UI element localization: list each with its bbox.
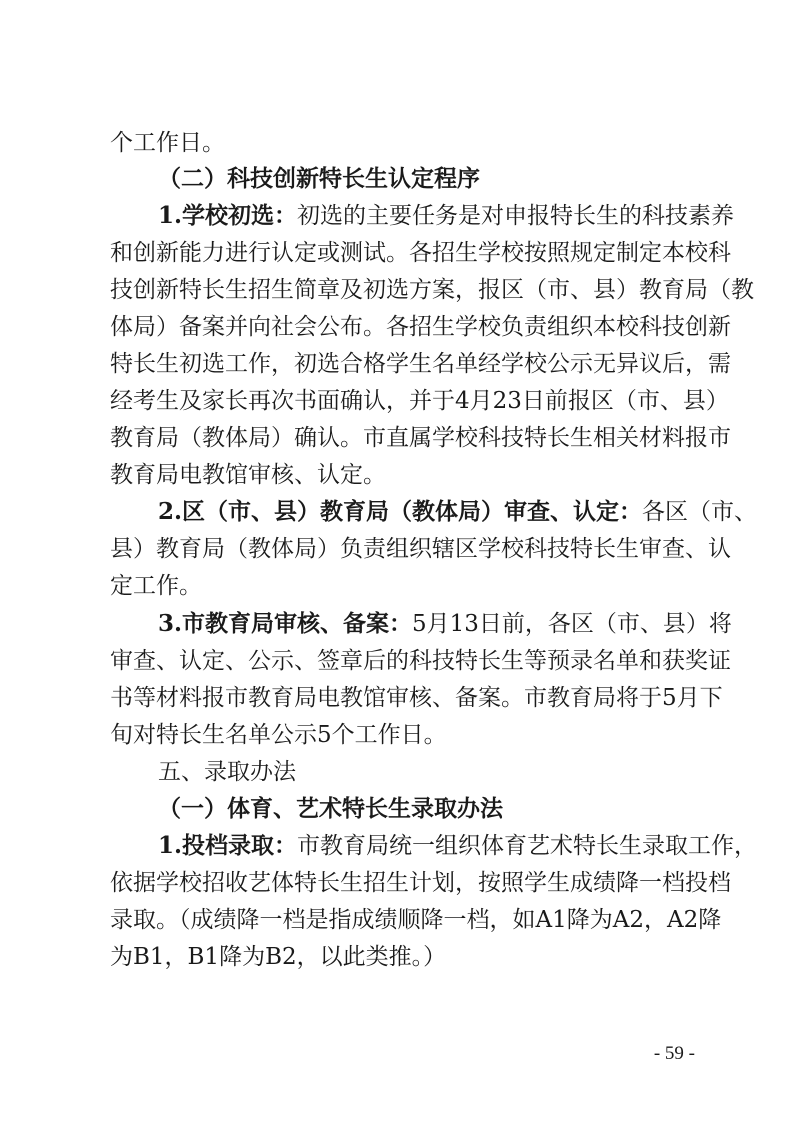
paragraph-first-line [158,827,758,865]
item-label: 1.投档录取： [158,832,298,859]
text-line: 旬对特长生名单公示5个工作日。 [110,722,447,748]
item-text: 市教育局统一组织体育艺术特长生录取工作， [297,833,758,859]
text-line: 教育局（教体局）确认。市直属学校科技特长生相关材料报市 [110,425,731,451]
text-line: 录取。（成绩降一档是指成绩顺降一档，如A1降为A2，A2降 [110,907,722,933]
text-line: 个工作日。 [110,130,225,156]
item-text: 各区（市、 [642,499,758,525]
text-line: 县）教育局（教体局）负责组织辖区学校科技特长生审查、认 [110,536,731,562]
text-line: 体局）备案并向社会公布。各招生学校负责组织本校科技创新 [110,314,731,340]
text-line: 经考生及家长再次书面确认，并于4月23日前报区（市、县） [110,388,729,414]
text-line: 审查、认定、公示、签章后的科技特长生等预录名单和获奖证 [110,648,731,674]
section-heading: （二）科技创新特长生认定程序 [158,165,480,192]
text-line: 依据学校招收艺体特长生招生计划，按照学生成绩降一档投档 [110,870,731,896]
chapter-heading: 五、录取办法 [158,759,296,785]
paragraph-first-line [158,493,758,531]
text-line: 定工作。 [110,573,202,599]
paragraph-first-line [158,605,732,643]
text-line: 书等材料报市教育局电教馆审核、备案。市教育局将于5月下 [110,685,723,711]
paragraph-first-line [158,197,735,235]
item-label: 1.学校初选： [158,202,298,229]
item-label: 2.区（市、县）教育局（教体局）审查、认定： [158,498,643,525]
text-line: 为B1，B1降为B2，以此类推。） [110,944,447,970]
text-line: 教育局电教馆审核、认定。 [110,462,386,488]
page-number: - 59 - [653,1043,695,1064]
section-heading: （一）体育、艺术特长生录取办法 [158,795,503,822]
text-line: 特长生初选工作，初选合格学生名单经学校公示无异议后，需 [110,351,731,377]
item-text: 初选的主要任务是对申报特长生的科技素养 [297,203,735,229]
item-label: 3.市教育局审核、备案： [158,610,413,637]
text-line: 和创新能力进行认定或测试。各招生学校按照规定制定本校科 [110,240,731,266]
item-text: 5月13日前，各区（市、县）将 [412,611,732,637]
text-line: 技创新特长生招生简章及初选方案，报区（市、县）教育局（教 [110,277,754,303]
